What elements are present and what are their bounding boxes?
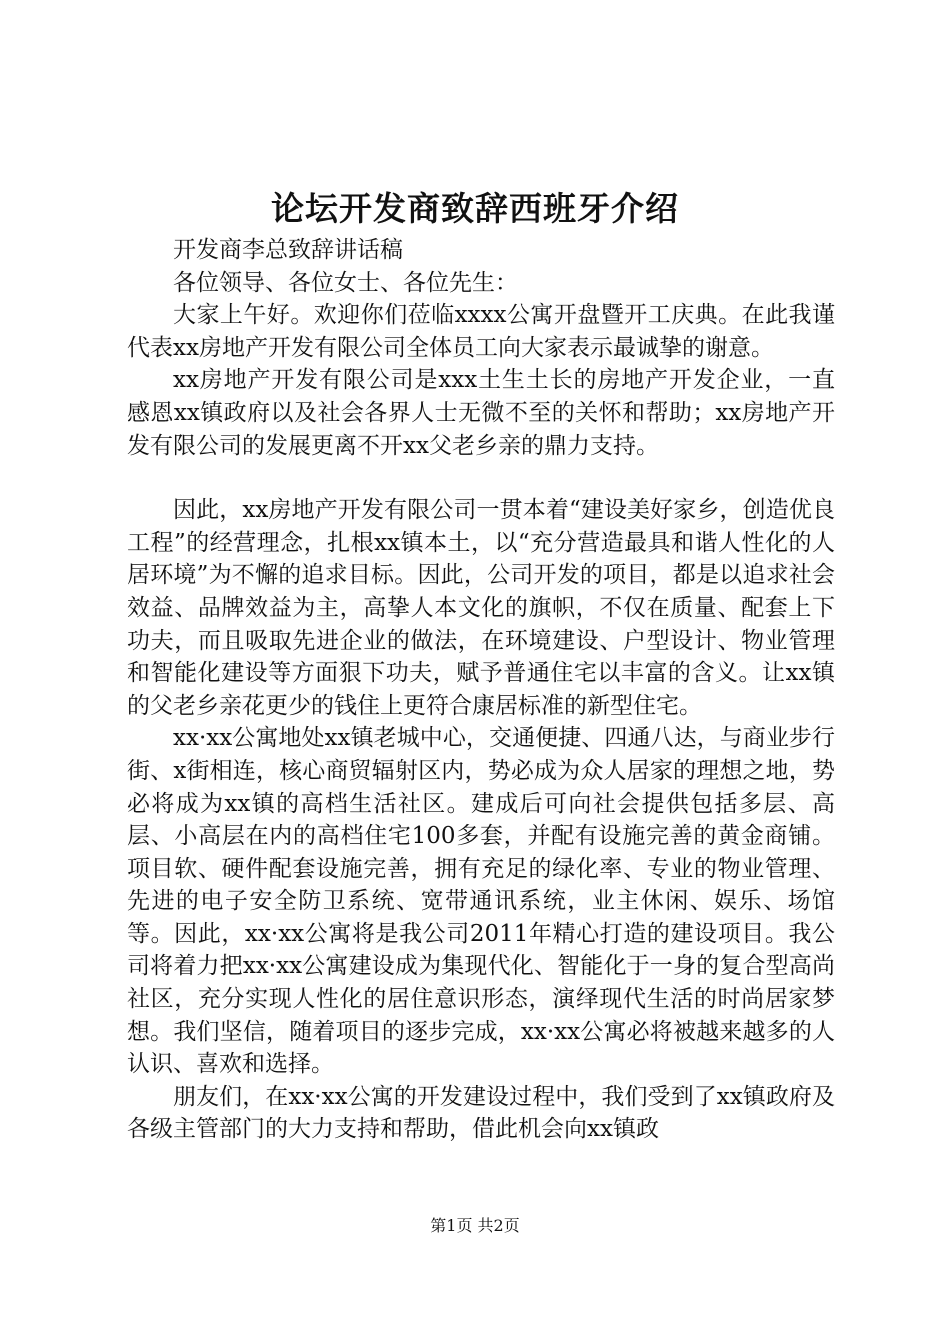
paragraph-philosophy: 因此，xx房地产开发有限公司一贯本着“建设美好家乡，创造优良工程”的经营理念，扎根xx镇本土，以“充分营造最具和谐人性化的人居环境”为不懈的追求目标。因此，公司开发的项目，都是以追求社会效益、品牌效益为主，高挚人本文化的旗帜，不仅在质量、配套上下功夫，而且吸取先进企业的做法，在环境建设、户型设计、物业管理和智能化建设等方面狠下功夫，赋予普通住宅以丰富的含义。让xx镇的父老乡亲花更少的钱住上更符合康居标准的新型住宅。 xyxy=(127,497,835,719)
document-body xyxy=(127,234,835,1146)
document-title: 论坛开发商致辞西班牙介绍 xyxy=(271,189,679,228)
paragraph-welcome: 大家上午好。欢迎你们莅临xxxx公寓开盘暨开工庆典。在此我谨代表xx房地产开发有限公司全体员工向大家表示最诚挚的谢意。 xyxy=(127,302,835,361)
paragraph-greeting: 各位领导、各位女士、各位先生： xyxy=(173,269,518,296)
paragraph-thanks: 朋友们，在xx·xx公寓的开发建设过程中，我们受到了xx镇政府及各级主管部门的大力支持和帮助，借此机会向xx镇政 xyxy=(127,1083,835,1143)
paragraph-company-intro: xx房地产开发有限公司是xxx土生土长的房地产开发企业，一直感恩xx镇政府以及社会各界人士无微不至的关怀和帮助；xx房地产开发有限公司的发展更离不开xx父老乡亲的鼎力支持。 xyxy=(127,367,835,459)
page-number-footer: 第1页 共2页 xyxy=(430,1216,520,1235)
paragraph-speech-heading: 开发商李总致辞讲话稿 xyxy=(173,237,403,263)
paragraph-project-description: xx·xx公寓地处xx镇老城中心，交通便捷、四通八达，与商业步行街、x街相连，核心商贸辐射区内，势必成为众人居家的理想之地，势必将成为xx镇的高档生活社区。建成后可向社会提供包括多层、高层、小高层在内的高档住宅100多套，并配有设施完善的黄金商铺。项目软、硬件配套设施完善，拥有充足的绿化率、专业的物业管理、先进的电子安全防卫系统、宽带通讯系统，业主休闲、娱乐、场馆等。因此，xx·xx公寓将是我公司2011年精心打造的建设项目。我公司将着力把xx·xx公寓建设成为集现代化、智能化于一身的复合型高尚社区，充分实现人性化的居住意识形态，演绎现代生活的时尚居家梦想。我们坚信，随着项目的逐步完成，xx·xx公寓必将被越来越多的人认识、喜欢和选择。 xyxy=(127,725,835,1078)
